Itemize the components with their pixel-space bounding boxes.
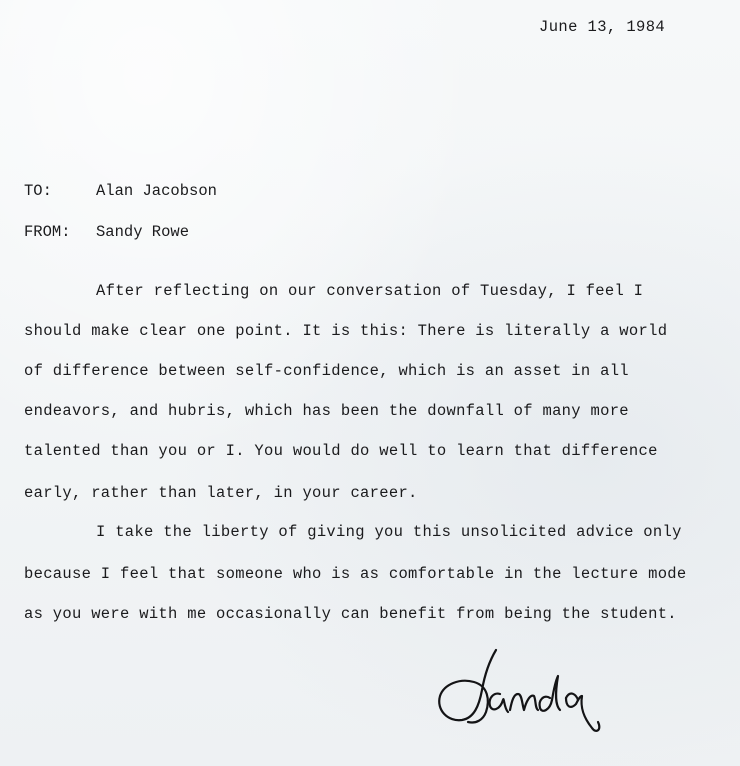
- paragraph1-line: early, rather than later, in your career.: [24, 484, 418, 502]
- paragraph2-line: because I feel that someone who is as comfortable in the lecture mode: [24, 565, 687, 583]
- to-value: Alan Jacobson: [96, 182, 217, 200]
- from-value: Sandy Rowe: [96, 223, 190, 241]
- paragraph2-line: as you were with me occasionally can benefit from being the student.: [24, 605, 677, 623]
- to-label: TO:: [24, 182, 52, 200]
- paragraph1-line: of difference between self-confidence, which is an asset in all: [24, 362, 629, 380]
- paragraph1-line: should make clear one point. It is this: There is literally a world: [24, 322, 668, 340]
- paragraph1-line: talented than you or I. You would do well to learn that difference: [24, 442, 658, 460]
- paragraph1-line: endeavors, and hubris, which has been the downfall of many more: [24, 402, 629, 420]
- paragraph2-line: I take the liberty of giving you this unsolicited advice only: [96, 523, 682, 541]
- from-label: FROM:: [24, 223, 71, 241]
- to-row: [24, 182, 217, 200]
- paragraph1-line: After reflecting on our conversation of Tuesday, I feel I: [96, 282, 644, 300]
- handwritten-signature: [430, 638, 610, 738]
- from-row: [24, 223, 189, 241]
- memo-date: June 13, 1984: [539, 18, 666, 36]
